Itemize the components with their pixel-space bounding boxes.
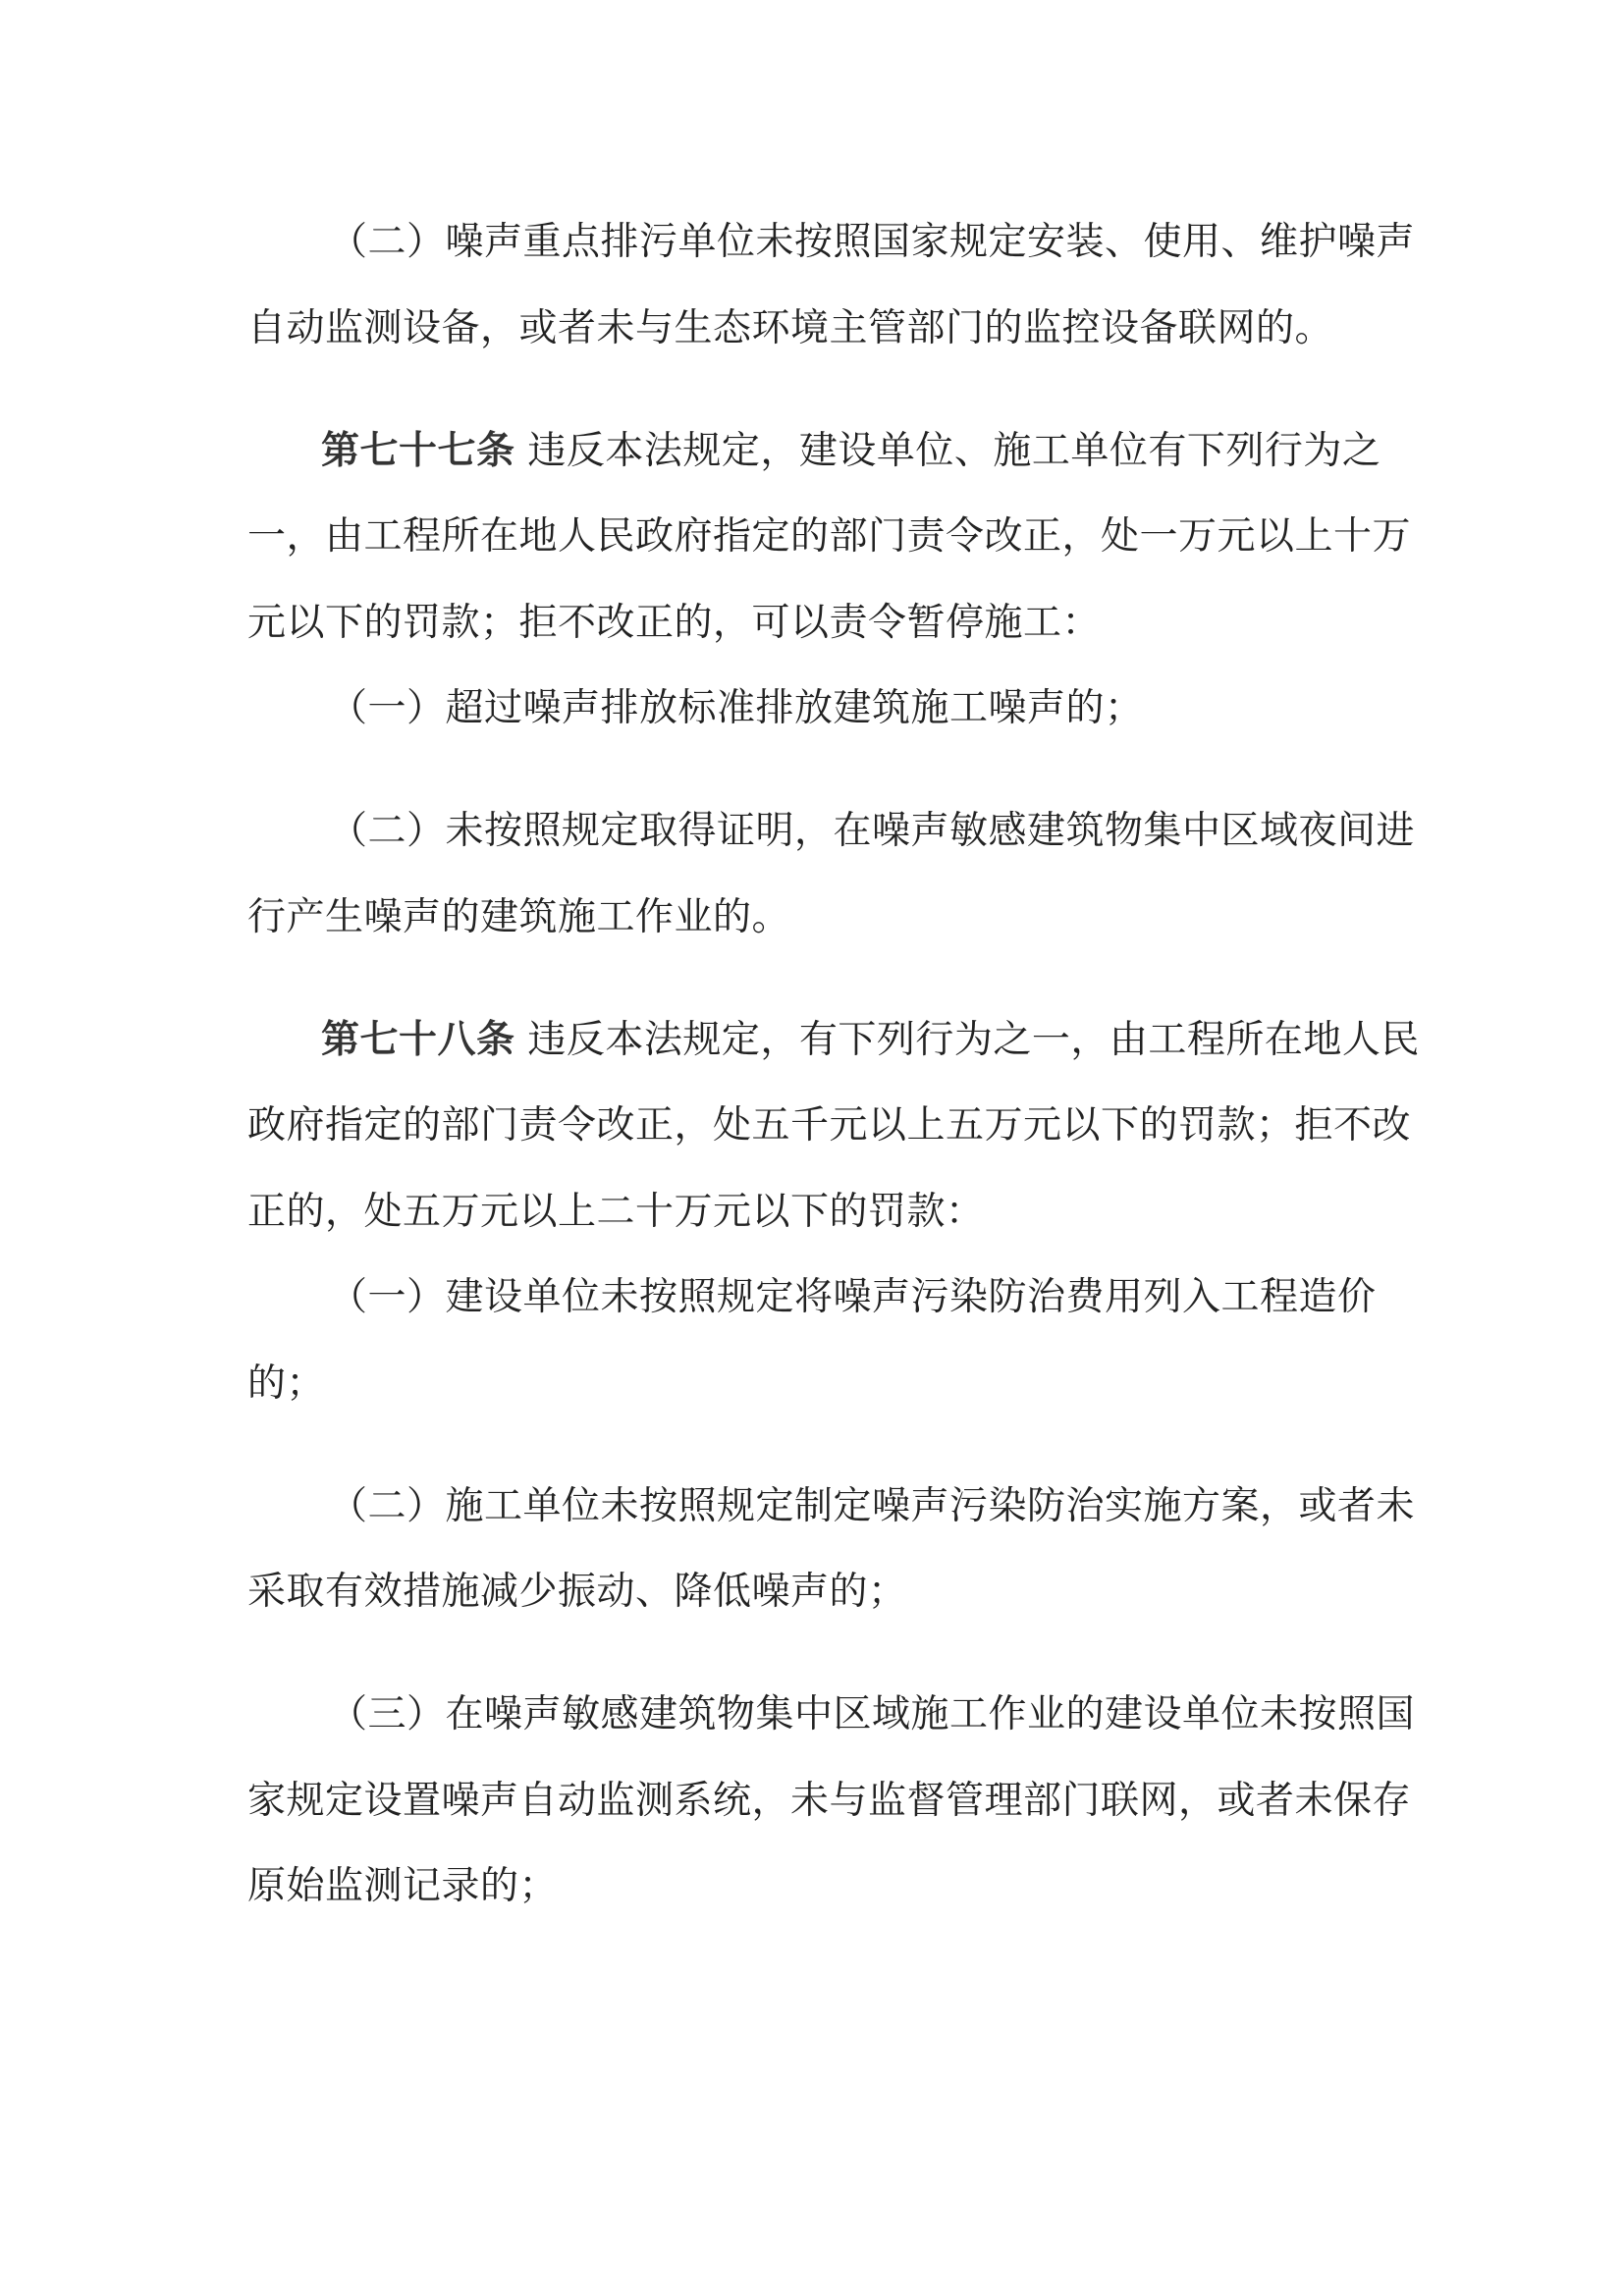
article-77-number: 第七十七条	[321, 429, 515, 473]
article-78-text: 违反本法规定，有下列行为之一，由工程所在地人民	[514, 1018, 1420, 1062]
article-78-first-line	[321, 1016, 1420, 1065]
article-77-item-1: （一）超过噪声排放标准排放建筑施工噪声的；	[329, 686, 1144, 730]
paragraph-line: 元以下的罚款；拒不改正的，可以责令暂停施工：	[247, 601, 1102, 645]
paragraph-line: 政府指定的部门责令改正，处五千元以上五万元以下的罚款；拒不改	[247, 1103, 1412, 1148]
article-77-item-2: （二）未按照规定取得证明，在噪声敏感建筑物集中区域夜间进	[329, 809, 1416, 853]
paragraph-line: 一，由工程所在地人民政府指定的部门责令改正，处一万元以上十万	[247, 514, 1412, 559]
article-77-text: 违反本法规定，建设单位、施工单位有下列行为之	[514, 429, 1381, 473]
paragraph-line: 行产生噪声的建筑施工作业的。	[247, 895, 791, 939]
article-78-item-1: （一）建设单位未按照规定将噪声污染防治费用列入工程造价	[329, 1275, 1377, 1319]
article-78-item-3: （三）在噪声敏感建筑物集中区域施工作业的建设单位未按照国	[329, 1692, 1416, 1736]
article-77-first-line	[321, 427, 1380, 476]
paragraph-line: 正的，处五万元以上二十万元以下的罚款：	[247, 1190, 985, 1234]
paragraph-line: 原始监测记录的；	[247, 1864, 559, 1908]
paragraph-line: （二）噪声重点排污单位未按照国家规定安装、使用、维护噪声	[329, 220, 1416, 264]
article-78-item-2: （二）施工单位未按照规定制定噪声污染防治实施方案，或者未	[329, 1484, 1416, 1528]
paragraph-line: 采取有效措施减少振动、降低噪声的；	[247, 1570, 907, 1614]
article-78-number: 第七十八条	[321, 1018, 515, 1062]
paragraph-line: 自动监测设备，或者未与生态环境主管部门的监控设备联网的。	[247, 306, 1334, 350]
paragraph-line: 的；	[247, 1362, 326, 1406]
paragraph-line: 家规定设置噪声自动监测系统，未与监督管理部门联网，或者未保存	[247, 1779, 1412, 1823]
